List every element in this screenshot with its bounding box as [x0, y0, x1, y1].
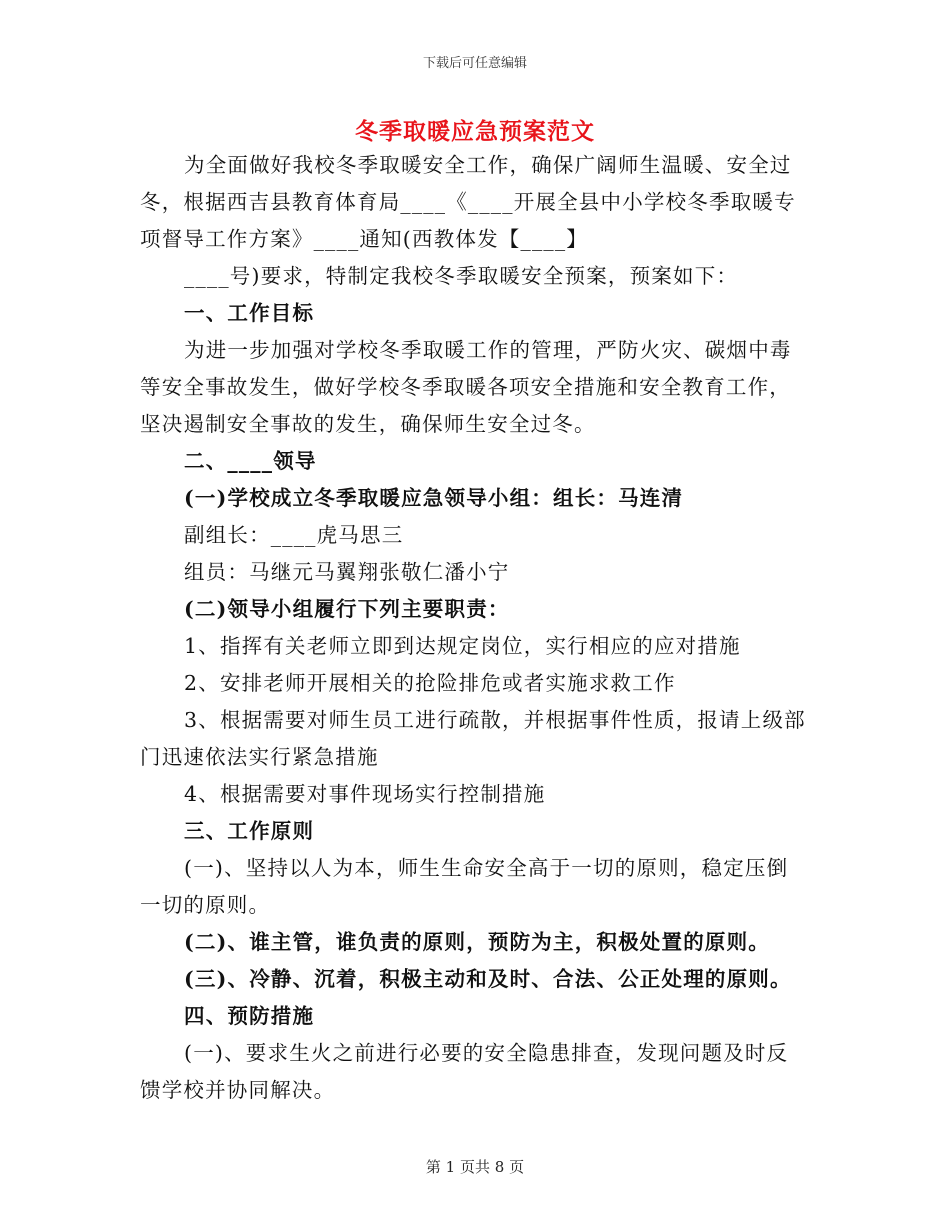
subsection-heading: (二)领导小组履行下列主要职责： — [184, 597, 510, 621]
paragraph-line: 等安全事故发生，做好学校冬季取暖各项安全措施和安全教育工作， — [140, 375, 791, 399]
section-heading: 四、预防措施 — [184, 1004, 315, 1028]
paragraph-line: 馈学校并协同解决。 — [140, 1078, 336, 1102]
list-item-continued: 门迅速依法实行紧急措施 — [140, 745, 379, 769]
list-item: 1、指挥有关老师立即到达规定岗位，实行相应的应对措施 — [184, 634, 741, 658]
principle-line: (三)、冷静、沉着，积极主动和及时、合法、公正处理的原则。 — [184, 967, 792, 991]
paragraph-line: 坚决遏制安全事故的发生，确保师生安全过冬。 — [140, 412, 596, 436]
list-item: 2、安排老师开展相关的抢险排危或者实施求救工作 — [184, 671, 676, 695]
document-body — [140, 147, 810, 1109]
list-item: 4、根据需要对事件现场实行控制措施 — [184, 782, 546, 806]
principle-line: (二)、谁主管，谁负责的原则，预防为主，积极处置的原则。 — [184, 930, 770, 954]
paragraph-line: 冬，根据西吉县教育体育局____《____开展全县中小学校冬季取暖专 — [140, 190, 796, 214]
list-item: 3、根据需要对师生员工进行疏散，并根据事件性质，报请上级部 — [184, 708, 806, 732]
paragraph-line: 副组长：____虎马思三 — [184, 523, 404, 547]
section-heading: 二、____领导 — [184, 449, 317, 473]
paragraph-line: 为进一步加强对学校冬季取暖工作的管理，严防火灾、碳烟中毒 — [184, 338, 792, 362]
paragraph-line: 组员：马继元马翼翔张敬仁潘小宁 — [184, 560, 510, 584]
paragraph-line: 一切的原则。 — [140, 893, 271, 917]
page-footer: 第 1 页共 8 页 — [425, 1158, 525, 1176]
header-note: 下载后可任意编辑 — [422, 56, 527, 71]
paragraph-line: ____号)要求，特制定我校冬季取暖安全预案，预案如下： — [184, 264, 739, 288]
section-heading: 三、工作原则 — [184, 819, 315, 843]
section-heading: 一、工作目标 — [184, 301, 315, 325]
paragraph-line: 项督导工作方案》____通知(西教体发【____】 — [140, 227, 588, 251]
document-title: 冬季取暖应急预案范文 — [355, 118, 595, 145]
paragraph-line: (一)、坚持以人为本，师生生命安全高于一切的原则，稳定压倒 — [184, 856, 789, 880]
paragraph-line: (一)、要求生火之前进行必要的安全隐患排查，发现问题及时反 — [184, 1041, 789, 1065]
paragraph-line: 为全面做好我校冬季取暖安全工作，确保广阔师生温暖、安全过 — [184, 153, 792, 177]
subsection-heading: (一)学校成立冬季取暖应急领导小组：组长：马连清 — [184, 486, 684, 510]
